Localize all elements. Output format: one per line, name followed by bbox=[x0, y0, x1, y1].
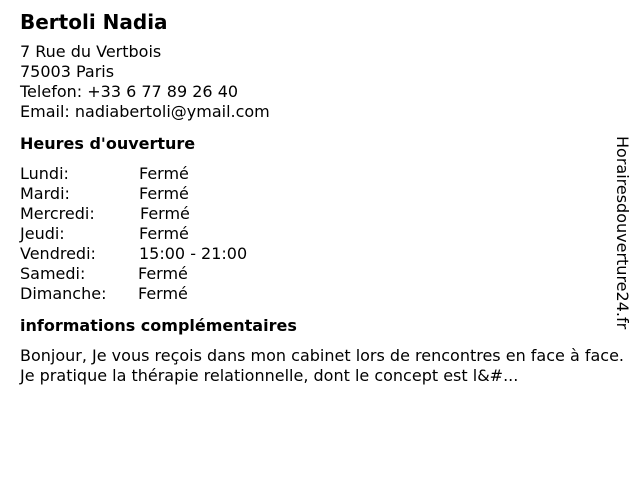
hours-row-lundi bbox=[20, 164, 610, 184]
hours-row-dimanche bbox=[20, 284, 610, 304]
hours-row-jeudi bbox=[20, 224, 610, 244]
phone-label: Telefon: bbox=[20, 82, 83, 101]
day-label: Dimanche: bbox=[20, 284, 107, 303]
day-label: Samedi: bbox=[20, 264, 86, 283]
business-name: Bertoli Nadia bbox=[20, 10, 168, 34]
day-label: Mardi: bbox=[20, 184, 70, 203]
day-hours: Fermé bbox=[138, 264, 188, 283]
day-hours: Fermé bbox=[138, 284, 188, 303]
day-label: Vendredi: bbox=[20, 244, 96, 263]
additional-info-title: informations complémentaires bbox=[20, 316, 297, 335]
day-hours: 15:00 - 21:00 bbox=[139, 244, 248, 263]
additional-info-text: Bonjour, Je vous reçois dans mon cabinet lors de rencontres en face à face. Je pratique la thérapie relationnelle, dont le concept est l&#... bbox=[20, 346, 625, 385]
day-label: Mercredi: bbox=[20, 204, 95, 223]
phone-line bbox=[20, 82, 610, 102]
email-line bbox=[20, 102, 610, 122]
address-line-2: 75003 Paris bbox=[20, 62, 115, 81]
opening-hours-table bbox=[20, 164, 610, 304]
day-hours: Fermé bbox=[140, 204, 190, 223]
hours-row-mardi bbox=[20, 184, 610, 204]
day-hours: Fermé bbox=[139, 184, 189, 203]
address-line-1: 7 Rue du Vertbois bbox=[20, 42, 162, 61]
hours-row-samedi bbox=[20, 264, 610, 284]
hours-row-vendredi bbox=[20, 244, 610, 264]
site-watermark: Horairesdouverture24.fr bbox=[613, 136, 632, 330]
day-label: Jeudi: bbox=[20, 224, 65, 243]
day-hours: Fermé bbox=[139, 224, 189, 243]
email-label: Email: bbox=[20, 102, 70, 121]
phone-number[interactable]: +33 6 77 89 26 40 bbox=[87, 82, 239, 101]
opening-hours-title: Heures d'ouverture bbox=[20, 134, 196, 153]
hours-row-mercredi bbox=[20, 204, 610, 224]
day-label: Lundi: bbox=[20, 164, 69, 183]
day-hours: Fermé bbox=[139, 164, 189, 183]
email-address[interactable]: nadiabertoli@ymail.com bbox=[74, 102, 270, 121]
